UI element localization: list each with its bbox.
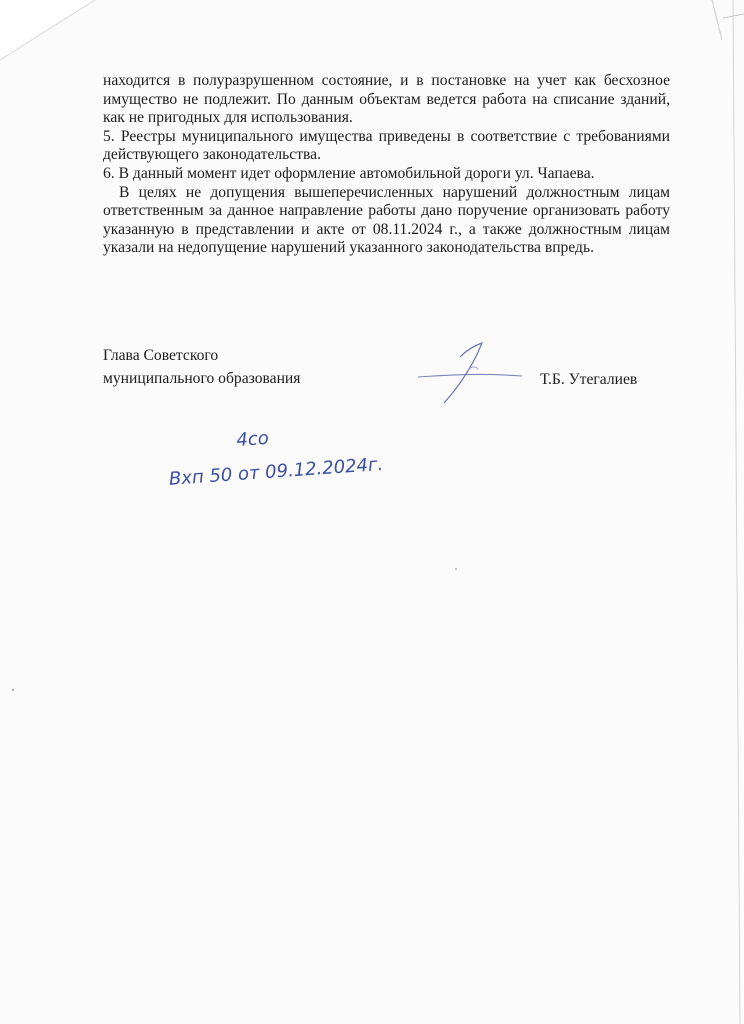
note-line2: Вхп 50 от 09.12.2024г. bbox=[168, 453, 384, 490]
note-line1: 4co bbox=[235, 427, 270, 452]
paragraph-item-5: 5. Реестры муниципального имущества приведены в соответствие с требованиями действующего законодательства. bbox=[103, 127, 670, 164]
paragraph-item-6: 6. В данный момент идет оформление автомобильной дороги ул. Чапаева. bbox=[103, 164, 595, 182]
signatory-name: Т.Б. Утегалиев bbox=[540, 371, 638, 388]
signatory-title-line1: Глава Советского bbox=[103, 347, 219, 364]
handwritten-registration-note bbox=[160, 420, 430, 495]
signatory-title bbox=[103, 344, 300, 390]
handwritten-signature bbox=[410, 335, 540, 415]
document-body bbox=[103, 72, 670, 258]
paragraph-conclusion: В целях не допущения вышеперечисленных нарушений должностным лицам ответственным за данное направление работы дано поручение организовать работу указанную в представлении и акте от 08.11.2024 г., а также должностным лицам указали на недопущение нарушений указанного законодательства впредь. bbox=[103, 183, 670, 257]
paragraph-continuation: находится в полуразрушенном состояние, и в постановке на учет как бесхозное имущество не подлежит. По данным объектам ведется работа на списание зданий, как не пригодных для использования. bbox=[103, 72, 670, 127]
signatory-title-line2: муниципального образования bbox=[103, 370, 301, 387]
